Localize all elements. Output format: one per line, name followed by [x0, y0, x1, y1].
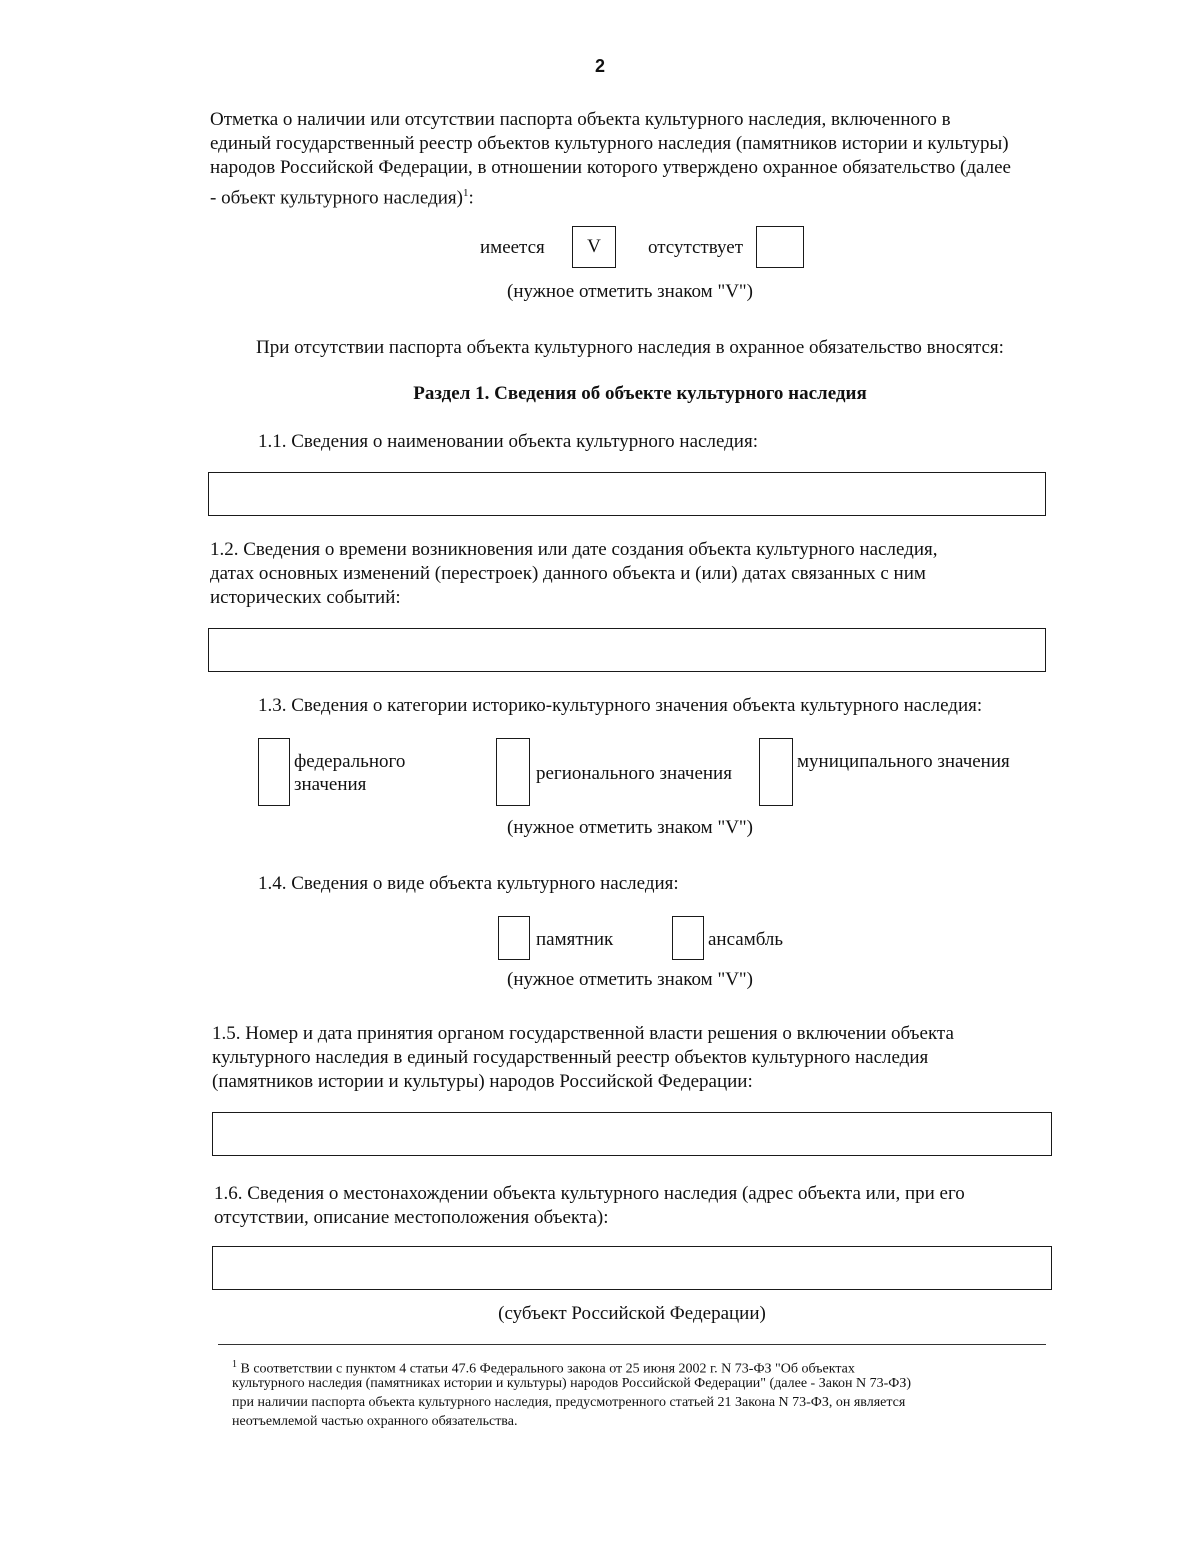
footnote-line-1-text: В соответствии с пунктом 4 статьи 47.6 Федерального закона от 25 июня 2002 г. N 73-ФЗ "Об объектах — [237, 1361, 855, 1377]
intro-line-1: Отметка о наличии или отсутствии паспорта объекта культурного наследия, включенного в — [210, 109, 951, 130]
s16-caption: (субъект Российской Федерации) — [498, 1303, 766, 1324]
s15-field[interactable] — [212, 1112, 1052, 1156]
s13-federal-checkbox[interactable] — [258, 738, 290, 806]
s13-regional-checkbox[interactable] — [496, 738, 530, 806]
s15-line-2: культурного наследия в единый государственный реестр объектов культурного наследия — [212, 1047, 929, 1068]
page-number: 2 — [594, 56, 605, 76]
intro-line-4-text: - объект культурного наследия) — [210, 187, 464, 209]
s13-municipal-checkbox[interactable] — [759, 738, 793, 806]
s11-field[interactable] — [208, 472, 1046, 516]
s12-line-3: исторических событий: — [210, 587, 401, 608]
s16-field[interactable] — [212, 1246, 1052, 1290]
intro-line-4 — [210, 181, 474, 210]
s15-line-1: 1.5. Номер и дата принятия органом государственной власти решения о включении объекта — [212, 1023, 954, 1044]
passport-absent-checkbox[interactable] — [756, 226, 804, 268]
section-1-title: Раздел 1. Сведения об объекте культурного наследия — [413, 383, 867, 404]
footnote-mark: 1 — [232, 1359, 237, 1370]
footnote-line-4: неотъемлемой частью охранного обязательства. — [232, 1414, 518, 1429]
s14-monument-label: памятник — [536, 929, 614, 950]
s12-field[interactable] — [208, 628, 1046, 672]
s13-federal-line-2: значения — [294, 774, 367, 795]
intro-line-3: народов Российской Федерации, в отношении которого утверждено охранное обязательство (далее — [210, 157, 1011, 178]
s14-ensemble-label: ансамбль — [708, 929, 784, 950]
absent-note: При отсутствии паспорта объекта культурного наследия в охранное обязательство вносятся: — [256, 337, 1004, 358]
s15-line-3: (памятников истории и культуры) народов Российской Федерации: — [212, 1071, 753, 1092]
s14-monument-checkbox[interactable] — [498, 916, 530, 960]
passport-absent-label: отсутствует — [648, 237, 744, 258]
s13-regional-label: регионального значения — [536, 763, 732, 784]
footnote-line-3: при наличии паспорта объекта культурного наследия, предусмотренного статьей 21 Закона N 73-ФЗ, он является — [232, 1395, 906, 1410]
s16-line-2: отсутствии, описание местоположения объекта): — [214, 1207, 609, 1228]
footnote-line-2: культурного наследия (памятниках истории и культуры) народов Российской Федерации" (далее - Закон N 73-ФЗ) — [232, 1376, 912, 1391]
intro-line-4-end: : — [468, 187, 474, 209]
footnote-separator — [218, 1344, 1046, 1345]
s13-federal-line-1: федерального — [294, 751, 406, 772]
passport-has-label: имеется — [480, 237, 545, 258]
passport-has-checkbox[interactable]: V — [572, 226, 616, 268]
s13-hint: (нужное отметить знаком "V") — [507, 817, 753, 838]
s11-label: 1.1. Сведения о наименовании объекта культурного наследия: — [258, 431, 758, 452]
s13-municipal-label: муниципального значения — [797, 751, 1010, 772]
s12-line-1: 1.2. Сведения о времени возникновения или дате создания объекта культурного наследия, — [210, 539, 938, 560]
s14-label: 1.4. Сведения о виде объекта культурного наследия: — [258, 873, 679, 894]
passport-hint: (нужное отметить знаком "V") — [507, 281, 753, 302]
s16-line-1: 1.6. Сведения о местонахождении объекта культурного наследия (адрес объекта или, при его — [214, 1183, 965, 1204]
intro-line-2: единый государственный реестр объектов культурного наследия (памятников истории и культуры) — [210, 133, 1009, 154]
intro-footnote-mark: 1 — [463, 187, 469, 199]
s13-label: 1.3. Сведения о категории историко-культурного значения объекта культурного наследия: — [258, 695, 983, 716]
s14-hint: (нужное отметить знаком "V") — [507, 969, 753, 990]
s12-line-2: датах основных изменений (перестроек) данного объекта и (или) датах связанных с ним — [210, 563, 926, 584]
s14-ensemble-checkbox[interactable] — [672, 916, 704, 960]
